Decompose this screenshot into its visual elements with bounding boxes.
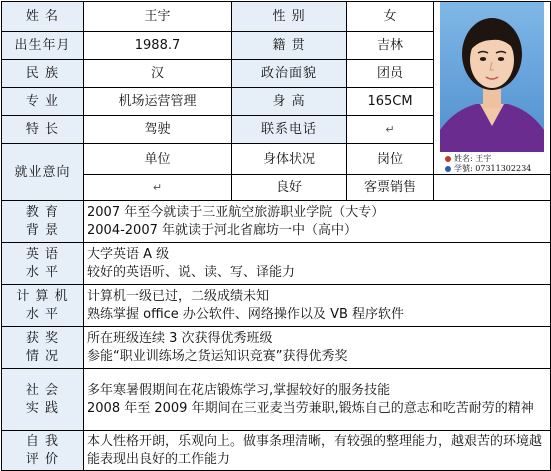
name-label: 姓 名 [2,2,84,32]
profile-photo [440,2,544,152]
blue-dot-icon [445,166,451,172]
political-value: 团员 [347,60,434,88]
gender-label: 性 别 [232,2,347,32]
native-label: 籍 贯 [232,32,347,60]
english-content [84,243,551,285]
birth-value: 1988.7 [84,32,232,60]
native-value: 吉林 [347,32,434,60]
birth-label: 出生年月 [2,32,84,60]
education-line: 2004-2007 年就读于河北省廊坊一中（高中） [87,222,357,238]
skill-label: 特 长 [2,116,84,144]
education-line: 2007 年至今就读于三亚航空旅游职业学院（大专） [87,204,385,220]
self-eval-line: 本人性格开朗，乐观向上。做事条理清晰，有较强的整理能力，越艰苦的环境越能表现出良好的工作能力 [87,433,543,467]
unit-label: 单位 [84,144,232,175]
skill-value: 驾驶 [84,116,232,144]
education-label-bottom: 背 景 [25,222,60,238]
portrait-icon [440,2,544,152]
caption-name: 姓名: 王宇 [454,154,492,163]
phone-label: 联系电话 [232,116,347,144]
practice-line: 多年寒暑假期间在花店锻炼学习,掌握较好的服务技能 [87,382,391,398]
red-dot-icon [445,156,451,162]
self-eval-content [84,431,551,471]
practice-label-bottom: 实 践 [25,400,60,416]
education-label [2,201,84,243]
height-label: 身 高 [232,88,347,116]
phone-value: ↵ [347,116,434,144]
education-content [84,201,551,243]
awards-content [84,327,551,369]
resume-table [1,1,551,471]
photo-cell [434,2,551,175]
computer-line: 计算机一级已过，二级成绩未知 [87,288,270,304]
political-label: 政治面貌 [232,60,347,88]
computer-label-top: 计 算 机 [16,288,69,304]
major-value: 机场运营管理 [84,88,232,116]
awards-line: 所在班级连续 3 次获得优秀班级 [87,330,273,346]
english-label-top: 英 语 [25,246,60,262]
english-line: 较好的英语听、说、读、写、译能力 [87,264,296,280]
health-value: 良好 [232,175,347,201]
awards-line: 参能“职业训练场之货运知识竞赛”获得优秀奖 [87,348,348,364]
photo-blank-cell [434,175,551,201]
english-line: 大学英语 A 级 [87,246,170,262]
position-label: 岗位 [347,144,434,175]
awards-label [2,327,84,369]
job-intent-label: 就业意向 [2,144,84,201]
practice-content [84,369,551,431]
self-eval-label-top: 自 我 [25,433,60,449]
self-eval-label [2,431,84,471]
unit-value: ↵ [84,175,232,201]
ethnic-value: 汉 [84,60,232,88]
position-value: 客票销售 [347,175,434,201]
name-value: 王宇 [84,2,232,32]
practice-label-top: 社 会 [25,382,60,398]
computer-line: 熟练掌握 office 办公软件、网络操作以及 VB 程序软件 [87,306,405,322]
photo-caption [437,154,547,174]
computer-content [84,285,551,327]
practice-line: 2008 年至 2009 年期间在三亚麦当劳兼职,锻炼自己的意志和吃苦耐劳的精神 [87,400,534,416]
computer-label-bottom: 水 平 [25,306,60,322]
height-value: 165CM [347,88,434,116]
computer-label [2,285,84,327]
self-eval-label-bottom: 评 价 [25,451,60,467]
english-label-bottom: 水 平 [25,264,60,280]
awards-label-top: 获 奖 [25,330,60,346]
gender-value: 女 [347,2,434,32]
english-label [2,243,84,285]
health-label: 身体状况 [232,144,347,175]
ethnic-label: 民 族 [2,60,84,88]
caption-id: 学號: 07311302234 [454,164,532,173]
awards-label-bottom: 情 况 [25,348,60,364]
education-label-top: 教 育 [25,204,60,220]
major-label: 专 业 [2,88,84,116]
practice-label [2,369,84,431]
